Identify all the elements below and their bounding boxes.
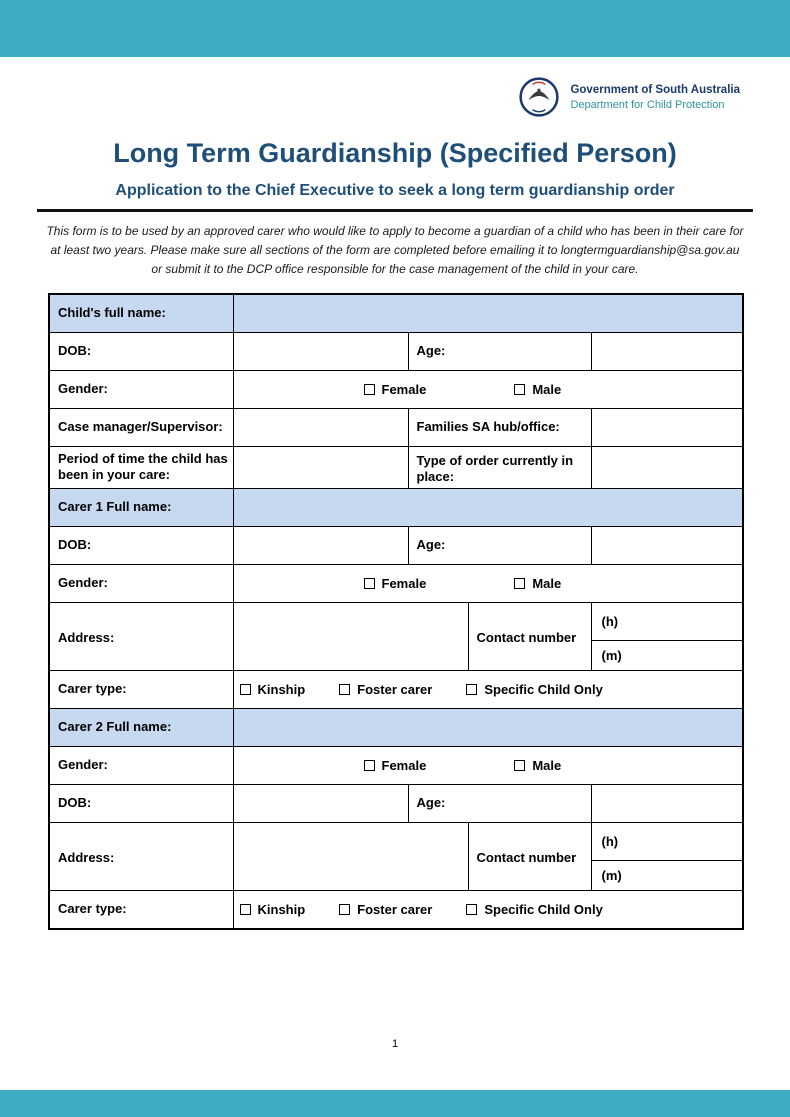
checkbox-icon[interactable]	[514, 760, 525, 771]
carer1-phone-home-field[interactable]	[591, 603, 743, 641]
checkbox-icon[interactable]	[240, 684, 251, 695]
carer1-name-field[interactable]	[233, 489, 743, 527]
carer2-address-row	[49, 823, 743, 861]
carer1-dob-field[interactable]	[233, 527, 408, 565]
carer2-name-field[interactable]	[233, 709, 743, 747]
logo-government-text: Government of South Australia	[570, 83, 740, 96]
period-in-care-row	[49, 446, 743, 489]
checkbox-icon[interactable]	[364, 578, 375, 589]
carer1-type-label: Carer type:	[49, 671, 233, 709]
child-gender-options-cell	[233, 370, 743, 408]
checkbox-icon[interactable]	[514, 578, 525, 589]
male-label: Male	[532, 576, 562, 591]
carer2-name-label: Carer 2 Full name:	[49, 709, 233, 747]
child-dob-label: DOB:	[49, 332, 233, 370]
sa-crest-icon	[518, 76, 560, 118]
carer1-age-label: Age:	[408, 527, 591, 565]
specific-child-only-label: Specific Child Only	[484, 682, 603, 697]
checkbox-icon[interactable]	[240, 904, 251, 915]
specific-child-only-label: Specific Child Only	[484, 901, 603, 917]
carer1-dob-label: DOB:	[49, 527, 233, 565]
carer2-type-foster-option[interactable]	[339, 902, 432, 917]
carer2-type-kinship-option[interactable]	[240, 902, 306, 917]
carer1-gender-male-option[interactable]	[514, 576, 561, 591]
child-name-row	[49, 294, 743, 332]
carer1-name-label: Carer 1 Full name:	[49, 489, 233, 527]
male-label: Male	[532, 381, 562, 397]
kinship-label: Kinship	[257, 682, 306, 697]
carer1-type-row	[49, 671, 743, 709]
carer2-contact-number-label: Contact number	[468, 823, 591, 891]
home-label: (h)	[601, 834, 619, 849]
carer2-dob-row	[49, 785, 743, 823]
mobile-label: (m)	[601, 648, 622, 663]
child-dob-field[interactable]	[233, 332, 408, 370]
page-title: Long Term Guardianship (Specified Person)	[113, 138, 677, 168]
page-subtitle: Application to the Chief Executive to seek a long term guardianship order	[115, 182, 675, 199]
case-manager-field[interactable]	[233, 408, 408, 446]
families-sa-hub-field[interactable]	[591, 408, 743, 446]
carer2-name-row	[49, 709, 743, 747]
foster-carer-label: Foster carer	[357, 901, 433, 917]
checkbox-icon[interactable]	[364, 760, 375, 771]
checkbox-icon[interactable]	[339, 904, 350, 915]
carer1-dob-row	[49, 527, 743, 565]
carer2-address-label: Address:	[49, 823, 233, 891]
families-sa-hub-label: Families SA hub/office:	[408, 408, 591, 446]
checkbox-icon[interactable]	[466, 904, 477, 915]
carer2-address-field[interactable]	[233, 823, 468, 891]
carer2-dob-label: DOB:	[49, 785, 233, 823]
carer1-phone-mobile-field[interactable]	[591, 641, 743, 671]
carer1-gender-row	[49, 565, 743, 603]
case-manager-row	[49, 408, 743, 446]
checkbox-icon[interactable]	[339, 684, 350, 695]
page-number: 1	[391, 1038, 399, 1050]
bottom-banner	[0, 1090, 790, 1117]
checkbox-icon[interactable]	[514, 384, 525, 395]
carer2-age-field[interactable]	[591, 785, 743, 823]
child-age-label: Age:	[408, 332, 591, 370]
carer1-gender-options-cell	[233, 565, 743, 603]
child-name-label: Child's full name:	[49, 294, 233, 332]
child-name-field[interactable]	[233, 294, 743, 332]
carer2-type-specific-option[interactable]	[466, 902, 602, 917]
carer1-contact-number-label: Contact number	[468, 603, 591, 671]
foster-carer-label: Foster carer	[357, 682, 433, 697]
carer1-gender-label: Gender:	[49, 565, 233, 603]
carer2-phone-mobile-field[interactable]	[591, 861, 743, 891]
child-gender-female-option[interactable]	[364, 382, 427, 397]
carer1-address-field[interactable]	[233, 603, 468, 671]
female-label: Female	[381, 576, 427, 591]
child-gender-male-option[interactable]	[514, 382, 561, 397]
carer2-type-options-cell	[233, 891, 743, 929]
carer2-gender-row	[49, 747, 743, 785]
checkbox-icon[interactable]	[466, 684, 477, 695]
period-in-care-field[interactable]	[233, 446, 408, 489]
top-banner	[0, 0, 790, 57]
divider-rule	[37, 209, 753, 212]
period-in-care-label: Period of time the child has been in your care:	[49, 446, 233, 489]
male-label: Male	[532, 758, 562, 773]
government-logo	[518, 76, 740, 118]
logo-department-text: Department for Child Protection	[570, 98, 725, 111]
child-gender-label: Gender:	[49, 370, 233, 408]
child-gender-row	[49, 370, 743, 408]
female-label: Female	[381, 381, 427, 397]
carer1-type-options-cell	[233, 671, 743, 709]
carer1-gender-female-option[interactable]	[364, 576, 427, 591]
case-manager-label: Case manager/Supervisor:	[49, 408, 233, 446]
order-type-label: Type of order currently in place:	[408, 446, 591, 489]
checkbox-icon[interactable]	[364, 384, 375, 395]
carer1-age-field[interactable]	[591, 527, 743, 565]
order-type-field[interactable]	[591, 446, 743, 489]
carer2-gender-female-option[interactable]	[364, 758, 427, 773]
carer1-type-specific-option[interactable]	[466, 682, 602, 697]
carer1-address-row	[49, 603, 743, 641]
carer2-gender-male-option[interactable]	[514, 758, 561, 773]
carer2-phone-home-field[interactable]	[591, 823, 743, 861]
child-age-field[interactable]	[591, 332, 743, 370]
carer2-gender-options-cell	[233, 747, 743, 785]
carer1-type-kinship-option[interactable]	[240, 682, 306, 697]
carer2-dob-field[interactable]	[233, 785, 408, 823]
carer1-name-row	[49, 489, 743, 527]
mobile-label: (m)	[601, 868, 622, 883]
kinship-label: Kinship	[257, 901, 306, 917]
intro-paragraph: This form is to be used by an approved carer who would like to apply to become a guardian of a child who has been in their care for at least two years. Please make sure all sections of the form are completed before emailing it to longtermguardianship@sa.gov.au or submit it to the DCP office responsible for the case management of the child in your care.	[46, 224, 744, 277]
child-dob-row	[49, 332, 743, 370]
carer2-age-label: Age:	[408, 785, 591, 823]
carer2-type-row	[49, 891, 743, 929]
carer2-type-label: Carer type:	[49, 891, 233, 929]
guardianship-form-table	[48, 293, 744, 930]
female-label: Female	[381, 758, 427, 773]
carer1-type-foster-option[interactable]	[339, 682, 432, 697]
home-label: (h)	[601, 614, 619, 629]
carer1-address-label: Address:	[49, 603, 233, 671]
carer2-gender-label: Gender:	[49, 747, 233, 785]
